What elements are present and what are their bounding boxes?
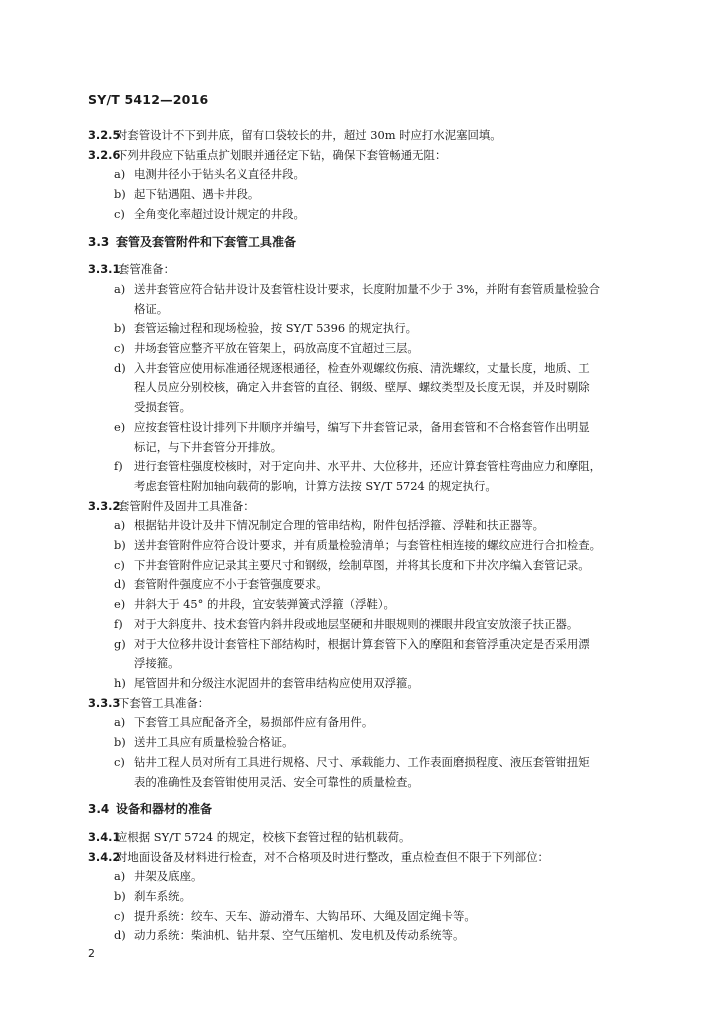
clause-3-2-5 [88,126,668,146]
item-label: f) [114,616,123,631]
item-label: c) [114,557,125,572]
list-item [88,536,668,556]
clause-3-4-1 [88,828,668,848]
list-item [88,907,668,927]
clause-text: 套管准备： [118,262,175,277]
item-text: 动力系统：柴油机、钻井泵、空气压缩机、发电机及传动系统等。 [134,928,465,943]
item-text: 井斜大于 45° 的井段，宜安装弹簧式浮箍（浮鞋）。 [134,597,395,612]
item-label: h) [114,675,126,690]
item-label: e) [114,597,126,612]
item-label: d) [114,577,126,592]
item-label: f) [114,459,123,474]
item-text: 送井套管附件应符合设计要求，并有质量检验清单；与套管柱相连接的螺纹应进行合扣检查。 [134,538,602,553]
section-heading-3-3 [88,233,668,253]
clause-3-3-1 [88,260,668,280]
list-item [88,205,668,225]
item-label: d) [114,928,126,943]
item-text: 下井套管附件应记录其主要尺寸和钢级，绘制草图，并将其长度和下井次序编入套管记录。 [134,557,590,572]
item-text: 对于大位移井设计套管柱下部结构时，根据计算套管下入的摩阻和套管浮重决定是否采用漂 [134,636,590,651]
clause-number: 3.4.2 [88,849,121,864]
list-item [88,359,668,379]
list-item [88,713,668,733]
item-label: c) [114,341,125,356]
clause-number: 3.4.1 [88,829,121,844]
clause-3-2-6 [88,146,668,166]
list-item [88,556,668,576]
item-text: 进行套管柱强度校核时，对于定向井、水平井、大位移井，还应计算套管柱弯曲应力和摩阻， [134,459,602,474]
item-text: 送井套管应符合钻井设计及套管柱设计要求，长度附加量不少于 3%，并附有套管质量检验合 [134,281,600,296]
clause-text: 应根据 SY/T 5724 的规定，校核下套管过程的钻机载荷。 [116,829,411,844]
list-item [88,753,668,773]
item-label: b) [114,889,126,904]
item-text: 尾管固井和分级注水泥固井的套管串结构应使用双浮箍。 [134,675,419,690]
item-text: 对于大斜度井、技术套管内斜井段或地层坚硬和井眼规则的裸眼井段宜安放滚子扶正器。 [134,616,579,631]
list-item-continuation: 标记，与下井套管分开排放。 [134,439,283,454]
clause-3-4-2-items [88,867,668,946]
item-label: c) [114,206,125,221]
item-label: d) [114,360,126,375]
list-item [88,926,668,946]
list-item [88,457,668,477]
clause-number: 3.2.6 [88,147,121,162]
item-text: 全角变化率超过设计规定的井段。 [134,206,305,221]
item-label: a) [114,281,126,296]
list-item-continuation: 格证。 [134,301,169,316]
clause-3-3-1-items [88,280,668,497]
clause-number: 3.3.2 [88,498,121,513]
section-title: 套管及套管附件和下套管工具准备 [116,234,297,249]
list-item-continuation: 受损套管。 [134,400,191,415]
item-text: 起下钻遇阻、遇卡井段。 [134,187,260,202]
item-text: 钻井工程人员对所有工具进行规格、尺寸、承载能力、工作表面磨损程度、液压套管钳扭矩 [134,754,590,769]
item-text: 根据钻井设计及井下情况制定合理的管串结构，附件包括浮箍、浮鞋和扶正器等。 [134,518,545,533]
list-item [88,887,668,907]
clause-text: 套管附件及固井工具准备： [118,498,255,513]
item-label: e) [114,419,126,434]
clause-3-3-3-items [88,713,668,792]
list-item [88,339,668,359]
item-text: 井架及底座。 [134,869,203,884]
item-label: a) [114,869,126,884]
list-item [88,575,668,595]
document-body [88,126,668,946]
clause-3-3-2-items [88,516,668,693]
list-item-continuation: 考虑套管柱附加轴向载荷的影响，计算方法按 SY/T 5724 的规定执行。 [134,478,497,493]
clause-number: 3.3.3 [88,695,121,710]
clause-number: 3.3.1 [88,262,121,277]
section-heading-3-4 [88,800,668,820]
clause-text: 对地面设备及材料进行检查，对不合格项及时进行整改，重点检查但不限于下列部位： [116,849,549,864]
item-label: c) [114,754,125,769]
list-item [88,516,668,536]
item-text: 应按套管柱设计排列下井顺序并编号，编写下井套管记录，备用套管和不合格套管作出明显 [134,419,590,434]
item-label: b) [114,187,126,202]
item-label: a) [114,167,126,182]
clause-3-3-3 [88,694,668,714]
item-label: b) [114,735,126,750]
item-label: g) [114,636,126,651]
section-number: 3.3 [88,234,110,249]
list-item-continuation: 程人员应分别校核，确定入井套管的直径、钢级、壁厚、螺纹类型及长度无误，并及时剔除 [134,380,590,395]
item-text: 入井套管应使用标准通径规逐根通径，检查外观螺纹伤痕、清洗螺纹，丈量长度，地质、工 [134,360,590,375]
item-text: 电测井径小于钻头名义直径井段。 [134,167,305,182]
item-text: 下套管工具应配备齐全，易损部件应有备用件。 [134,715,374,730]
list-item [88,595,668,615]
section-title: 设备和器材的准备 [116,802,213,817]
item-label: a) [114,715,126,730]
item-label: a) [114,518,126,533]
list-item [88,635,668,655]
list-item [88,615,668,635]
item-text: 套管附件强度应不小于套管强度要求。 [134,577,328,592]
list-item [88,733,668,753]
list-item-continuation: 浮接箍。 [134,656,180,671]
list-item [88,418,668,438]
item-label: b) [114,538,126,553]
standard-code-header: SY/T 5412—2016 [88,92,209,107]
clause-text: 对套管设计不下到井底，留有口袋较长的井，超过 30m 时应打水泥塞回填。 [116,128,502,142]
item-text: 刹车系统。 [134,889,191,904]
item-text: 井场套管应整齐平放在管架上，码放高度不宜超过三层。 [134,341,419,356]
clause-3-4-2 [88,848,668,868]
clause-3-3-2 [88,497,668,517]
item-label: b) [114,321,126,336]
list-item-continuation: 表的准确性及套管钳使用灵活、安全可靠性的质量检查。 [134,774,419,789]
list-item [88,280,668,300]
section-number: 3.4 [88,802,110,817]
item-label: c) [114,908,125,923]
clause-text: 下套管工具准备： [118,695,210,710]
page-number: 2 [88,947,95,960]
item-text: 套管运输过程和现场检验，按 SY/T 5396 的规定执行。 [134,321,418,336]
list-item [88,867,668,887]
item-text: 送井工具应有质量检验合格证。 [134,735,294,750]
list-item [88,165,668,185]
item-text: 提升系统：绞车、天车、游动滑车、大钩吊环、大绳及固定绳卡等。 [134,908,476,923]
clause-text: 下列井段应下钻重点扩划眼并通径定下钻，确保下套管畅通无阻： [116,147,447,162]
list-item [88,185,668,205]
clause-number: 3.2.5 [88,128,121,142]
list-item [88,319,668,339]
list-item [88,674,668,694]
